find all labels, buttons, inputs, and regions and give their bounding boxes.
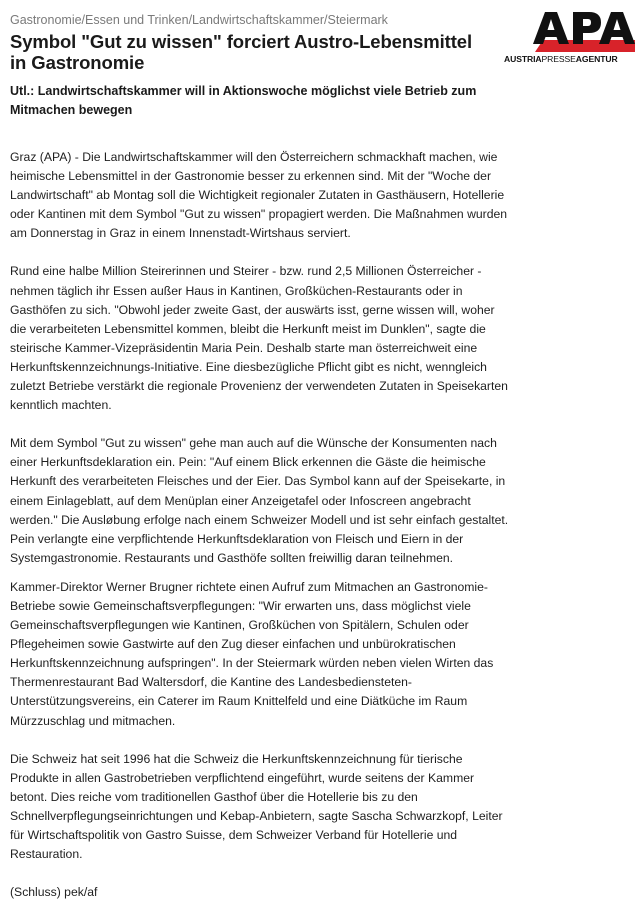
article-header — [10, 12, 490, 120]
article-paragraph: Mit dem Symbol "Gut zu wissen" gehe man auch auf die Wünsche der Konsumenten nach einer Herkunftsdeklaration ein. Pein: "Auf einem Blick erkennen die Gäste die heimische Herkunft des verarbeiteten Fleisches und der Eier. Das Symbol kann auf der Speisekarte, in einem Einlageblatt, auf dem Menüplan einer Anzeigetafel oder Infoscreen angebracht werden." Die Ausløbung erfolge nach einem Schweizer Modell und ist sehr einfach gestaltet. Pein verlangte eine verpflichtende Herkunftsdeklaration von Fleisch und Eiern in der Systemgastronomie. Restaurants und Gasthöfe sollten freiwillig daran teilnehmen. — [10, 436, 509, 565]
article-signoff: (Schluss) pek/af — [10, 885, 98, 900]
article-body — [10, 148, 510, 902]
article-paragraph: Kammer-Direktor Werner Brugner richtete einen Aufruf zum Mitmachen an Gastronomie-Betriebe sowie Gemeinschaftsverpflegungen: "Wir erwarten uns, dass möglichst viele Gemeinschaftsverpflegungen wie Kantinen, Großküchen von Spitälern, Schulen oder Pflegeheimen sowie Gastwirte auf den Zug dieser einfachen und unbürokratischen Herkunftskennzeichnung aufspringen". In der Steiermark würden neben vielen Wirten das Thermenrestaurant Bad Waltersdorf, die Kantine des Landesbediensteten-Unterstützungsvereins, ein Caterer im Raum Knittelfeld und eine Diätküche im Raum Mürzzuschlag und mitmachen. — [10, 579, 494, 728]
category-breadcrumb: Gastronomie/Essen und Trinken/Landwirtschaftskammer/Steiermark — [10, 13, 388, 27]
article-title: Symbol "Gut zu wissen" forciert Austro-Lebensmittel in Gastronomie — [10, 31, 472, 73]
article-paragraph: Rund eine halbe Million Steirerinnen und Steirer - bzw. rund 2,5 Millionen Österreicher - nehmen täglich ihr Essen außer Haus in Kantinen, Großküchen-Restaurants oder in Gasthöfen zu sich. "Obwohl jeder zweite Gast, der auswärts isst, gerne wissen will, woher die verarbeiteten Lebensmittel kommen, bleibt die Herkunft meist im Dunklen", sagte die steirische Kammer-Vizepräsidentin Maria Pein. Deshalb starte man österreichweit eine Herkunftskennzeichnungs-Initiative. Eine diesbezügliche Pflicht gibt es nicht, wenngleich zuletzt Betriebe verstärkt die regionale Provenienz der verwendeten Zutaten in Speisekarten kenntlich machten. — [10, 264, 508, 413]
article-paragraph: Die Schweiz hat seit 1996 hat die Schweiz die Herkunftskennzeichnung für tierische Produkte in allen Gastrobetrieben verpflichtend eingeführt, wurde seitens der Kammer betont. Dies reiche vom traditionellen Gasthof über die Hotellerie bis zu den Schnellverpflegungseinrichtungen und Kebap-Anbietern, sagte Sascha Schwarzkopf, Leiter für Wirtschaftspolitik von Gastro Suisse, dem Schweizer Verband für Hotellerie und Restauration. — [10, 751, 503, 862]
article-paragraph: Graz (APA) - Die Landwirtschaftskammer will den Österreichern schmackhaft machen, wie heimische Lebensmittel in der Gastronomie besser zu erkennen sind. Mit der "Woche der Landwirtschaft" ab Montag soll die Wichtigkeit regionaler Zutaten in Gasthäusern, Hotellerie oder Kantinen mit dem Symbol "Gut zu wissen" propagiert werden. Die Maßnahmen wurden am Donnerstag in Graz in einem Innenstadt-Wirtshaus serviert. — [10, 150, 508, 241]
apa-logo-tagline: AUSTRIAPRESSEAGENTUR — [504, 54, 618, 64]
apa-logo — [495, 10, 642, 66]
article-subtitle: Utl.: Landwirtschaftskammer will in Aktionswoche möglichst viele Betrieb zum Mitmachen bewegen — [10, 84, 477, 117]
